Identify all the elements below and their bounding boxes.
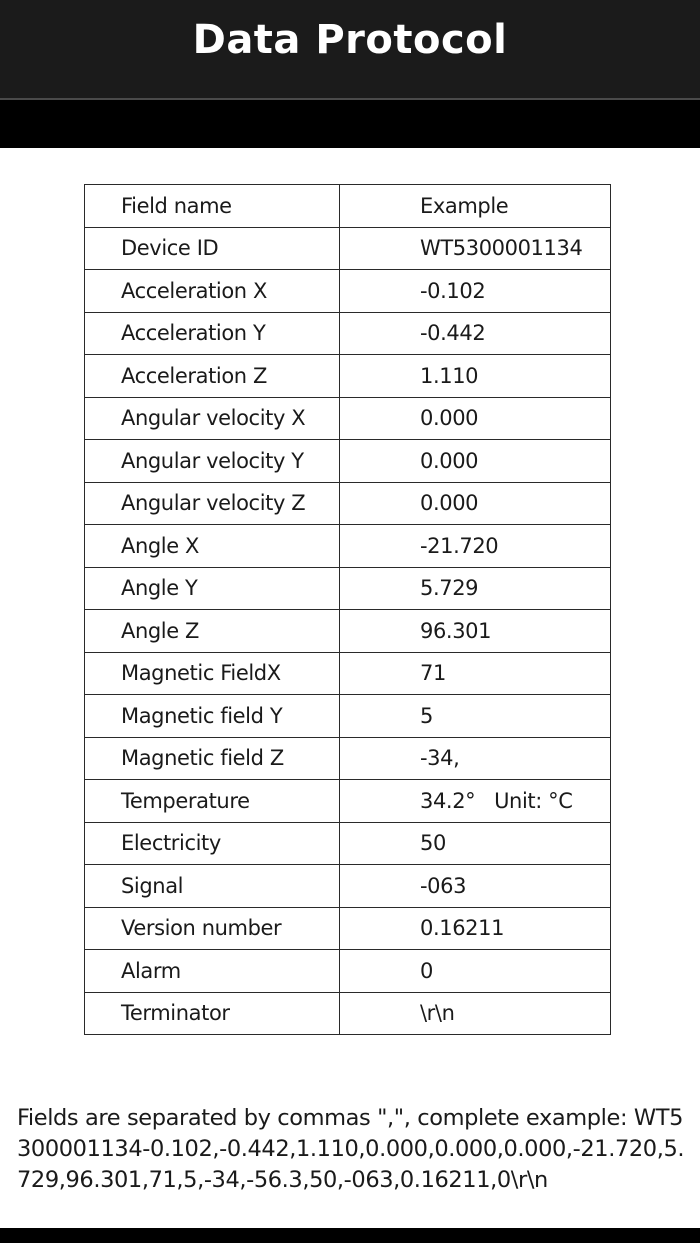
- table-row: [85, 355, 611, 398]
- field-name-cell: Acceleration X: [85, 270, 340, 313]
- table-row: [85, 822, 611, 865]
- table-row: [85, 397, 611, 440]
- field-name-cell: Alarm: [85, 950, 340, 993]
- field-name-cell: Device ID: [85, 227, 340, 270]
- field-name-cell: Electricity: [85, 822, 340, 865]
- field-name-cell: Acceleration Z: [85, 355, 340, 398]
- example-value-cell: 71: [340, 652, 611, 695]
- example-value-cell: -063: [340, 865, 611, 908]
- example-value-cell: 50: [340, 822, 611, 865]
- example-value-cell: 0: [340, 950, 611, 993]
- field-name-cell: Temperature: [85, 780, 340, 823]
- example-value-cell: \r\n: [340, 992, 611, 1035]
- header-band: [0, 100, 700, 148]
- field-name-cell: Magnetic field Y: [85, 695, 340, 738]
- field-name-cell: Angle X: [85, 525, 340, 568]
- example-value-cell: 0.000: [340, 482, 611, 525]
- field-name-cell: Magnetic FieldX: [85, 652, 340, 695]
- field-name-cell: Angular velocity X: [85, 397, 340, 440]
- field-name-cell: Angular velocity Y: [85, 440, 340, 483]
- footer-band: [0, 1228, 700, 1243]
- field-name-cell: Magnetic field Z: [85, 737, 340, 780]
- table-row: [85, 992, 611, 1035]
- protocol-table: [84, 184, 611, 1035]
- example-value-cell: 0.000: [340, 397, 611, 440]
- table-row: [85, 440, 611, 483]
- example-value-cell: 5: [340, 695, 611, 738]
- example-value-cell: WT5300001134: [340, 227, 611, 270]
- table-row: [85, 525, 611, 568]
- example-value-cell: 0.000: [340, 440, 611, 483]
- field-name-cell: Acceleration Y: [85, 312, 340, 355]
- example-value-cell: 96.301: [340, 610, 611, 653]
- table-row: [85, 567, 611, 610]
- table-row: [85, 737, 611, 780]
- table-row: [85, 610, 611, 653]
- table-row: [85, 652, 611, 695]
- example-value-cell: 0.16211: [340, 907, 611, 950]
- table-row: [85, 695, 611, 738]
- field-name-cell: Version number: [85, 907, 340, 950]
- field-name-cell: Terminator: [85, 992, 340, 1035]
- table-row: [85, 780, 611, 823]
- column-header-example: Example: [340, 185, 611, 228]
- field-name-cell: Angular velocity Z: [85, 482, 340, 525]
- page-title: Data Protocol: [192, 17, 508, 63]
- protocol-note: Fields are separated by commas ",", complete example: WT5300001134-0.102,-0.442,1.110,0.000,0.000,0.000,-21.720,5.729,96.301,71,5,-34,-56.3,50,-063,0.16211,0\r\n: [17, 1105, 685, 1193]
- protocol-table-body: [85, 185, 611, 1035]
- example-value-cell: -0.442: [340, 312, 611, 355]
- table-row: [85, 907, 611, 950]
- field-name-cell: Angle Y: [85, 567, 340, 610]
- example-value-cell: -21.720: [340, 525, 611, 568]
- example-value-cell: 34.2° Unit: °C: [340, 780, 611, 823]
- table-row: [85, 950, 611, 993]
- example-value-cell: -0.102: [340, 270, 611, 313]
- table-row: [85, 482, 611, 525]
- table-row: [85, 312, 611, 355]
- example-value-cell: 5.729: [340, 567, 611, 610]
- table-row: [85, 227, 611, 270]
- table-row: [85, 270, 611, 313]
- table-row: [85, 865, 611, 908]
- table-header-row: [85, 185, 611, 228]
- example-value-cell: -34,: [340, 737, 611, 780]
- page-header: [0, 0, 700, 98]
- example-value-cell: 1.110: [340, 355, 611, 398]
- field-name-cell: Angle Z: [85, 610, 340, 653]
- column-header-field-name: Field name: [85, 185, 340, 228]
- field-name-cell: Signal: [85, 865, 340, 908]
